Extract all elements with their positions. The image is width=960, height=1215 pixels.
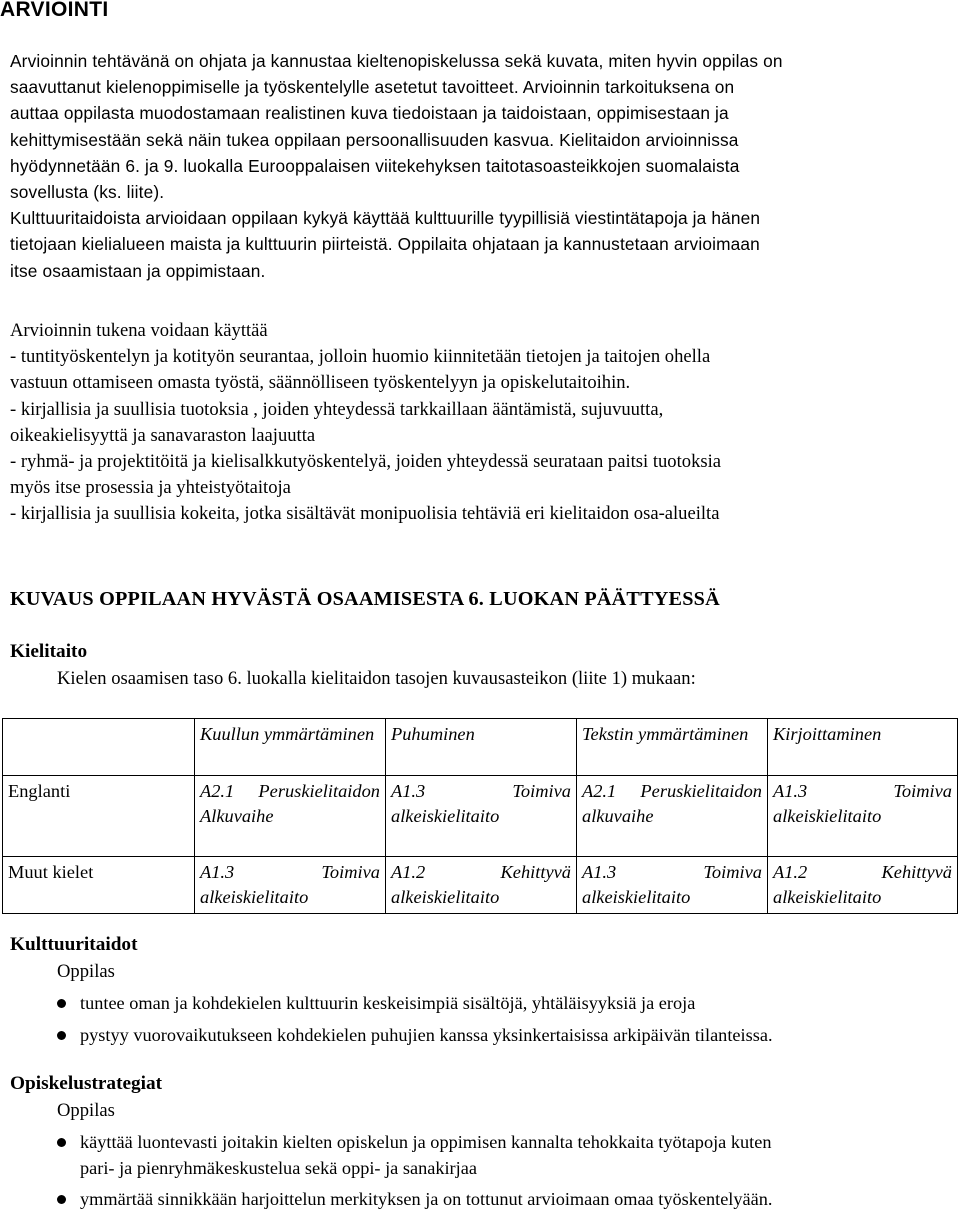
subject-label: Oppilas xyxy=(57,1100,115,1121)
intro-line: hyödynnetään 6. ja 9. luokalla Eurooppalaisen viitekehyksen taitotasoasteikkojen suomalaista xyxy=(10,155,740,176)
intro-line: Kulttuuritaidoista arvioidaan oppilaan kykyä käyttää kulttuurille tyypillisiä viestintätapoja ja hänen xyxy=(10,208,761,229)
support-line: - kirjallisia ja suullisia kokeita, jotka sisältävät monipuolisia tehtäviä eri kielitaidon osa-alueilta xyxy=(10,503,720,525)
kulttuuritaidot-list xyxy=(0,991,773,1048)
heading-opiskelustrategiat: Opiskelustrategiat xyxy=(10,1073,163,1094)
support-line: - tuntityöskentelyn ja kotityön seurantaa, jolloin huomio kiinnitetään tietojen ja taitojen ohella xyxy=(10,346,711,368)
list-item-text: käyttää luontevasti joitakin kielten opiskelun ja oppimisen kannalta tehokkaita työtapoja kuten xyxy=(80,1132,772,1152)
list-item-text: pystyy vuorovaikutukseen kohdekielen puhujien kanssa yksinkertaisissa arkipäivän tilanteissa. xyxy=(80,1024,773,1045)
section-title-kuvaus: KUVAUS OPPILAAN HYVÄSTÄ OSAAMISESTA 6. LUOKAN PÄÄTTYESSÄ xyxy=(10,588,720,610)
language-level-table xyxy=(2,718,958,914)
table-cell: A1.3 Toimiva alkeiskielitaito xyxy=(195,857,386,914)
heading-kulttuuritaidot: Kulttuuritaidot xyxy=(10,934,138,955)
table-row xyxy=(3,857,958,914)
intro-line: saavuttanut kielenoppimiselle ja työskentelylle asetetut tavoitteet. Arvioinnin tarkoituksena on xyxy=(10,77,735,98)
support-line: oikeakielisyyttä ja sanavaraston laajuutta xyxy=(10,424,316,446)
list-item xyxy=(0,1130,772,1156)
heading-kielitaito: Kielitaito xyxy=(10,641,88,662)
intro-line: sovellusta (ks. liite). xyxy=(10,182,165,203)
support-line: vastuun ottamiseen omasta työstä, säännölliseen työskentelyyn ja opiskelutaitoihin. xyxy=(10,372,631,394)
intro-paragraph xyxy=(10,48,952,284)
support-line: myös itse prosessia ja yhteistyötaitoja xyxy=(10,477,291,499)
table-cell: A1.3 Toimiva alkeiskielitaito xyxy=(577,857,768,914)
intro-line: itse osaamistaan ja oppimistaan. xyxy=(10,260,266,281)
table-row xyxy=(3,776,958,857)
intro-line: kehittymisestään sekä näin tukea oppilaan persoonallisuuden kasvua. Kielitaidon arvioinnissa xyxy=(10,129,739,150)
table-cell xyxy=(3,719,195,776)
list-item-text: ymmärtää sinnikkään harjoittelun merkityksen ja on tottunut arvioimaan omaa työskentelyään. xyxy=(80,1189,773,1209)
kielitaito-intro: Kielen osaamisen taso 6. luokalla kielitaidon tasojen kuvausasteikon (liite 1) mukaan: xyxy=(57,668,696,689)
table-row-label: Englanti xyxy=(3,776,195,857)
support-line: Arvioinnin tukena voidaan käyttää xyxy=(10,320,268,341)
list-item xyxy=(0,991,773,1017)
table-header-cell: Kuullun ymmärtäminen xyxy=(195,719,386,776)
table-header-cell: Kirjoittaminen xyxy=(768,719,958,776)
intro-line: Arvioinnin tehtävänä on ohjata ja kannustaa kieltenopiskelussa sekä kuvata, miten hyvin oppilas on xyxy=(10,51,783,71)
list-item-text: tuntee oman ja kohdekielen kulttuurin keskeisimpiä sisältöjä, yhtäläisyyksiä ja eroja xyxy=(80,993,696,1013)
intro-line: tietojaan kielialueen maista ja kulttuurin piirteistä. Oppilaita ohjataan ja kannustetaan arvioimaan xyxy=(10,234,760,255)
table-cell: A1.3 Toimiva alkeiskielitaito xyxy=(386,776,577,857)
table-cell: A1.2 Kehittyvä alkeiskielitaito xyxy=(768,857,958,914)
bullet-icon xyxy=(57,999,66,1008)
table-cell: A2.1 Peruskielitaidon alkuvaihe xyxy=(577,776,768,857)
bullet-icon xyxy=(57,1031,66,1040)
list-item-continuation xyxy=(0,1156,772,1182)
table-cell: A1.2 Kehittyvä alkeiskielitaito xyxy=(386,857,577,914)
table-header-row xyxy=(3,719,958,776)
table-cell: A1.3 Toimiva alkeiskielitaito xyxy=(768,776,958,857)
list-item xyxy=(0,1023,773,1049)
opiskelustrategiat-list xyxy=(0,1130,772,1213)
bullet-icon xyxy=(57,1195,66,1204)
support-line: - kirjallisia ja suullisia tuotoksia , joiden yhteydessä tarkkaillaan ääntämistä, sujuvuutta, xyxy=(10,398,664,420)
table-row-label: Muut kielet xyxy=(3,857,195,914)
list-item xyxy=(0,1187,772,1213)
support-paragraph xyxy=(10,318,952,528)
section-title-arviointi: ARVIOINTI xyxy=(0,0,109,21)
table-header-cell: Tekstin ymmärtäminen xyxy=(577,719,768,776)
list-item-text: pari- ja pienryhmäkeskustelua sekä oppi- ja sanakirjaa xyxy=(80,1157,477,1178)
subject-label: Oppilas xyxy=(57,961,115,982)
intro-line: auttaa oppilasta muodostamaan realistinen kuva tiedoistaan ja taidoistaan, oppimisestaan ja xyxy=(10,103,729,124)
table-header-cell: Puhuminen xyxy=(386,719,577,776)
table-cell: A2.1 Peruskielitaidon Alkuvaihe xyxy=(195,776,386,857)
support-line: - ryhmä- ja projektitöitä ja kielisalkkutyöskentelyä, joiden yhteydessä seurataan paitsi tuotoksia xyxy=(10,451,722,473)
bullet-icon xyxy=(57,1138,66,1147)
